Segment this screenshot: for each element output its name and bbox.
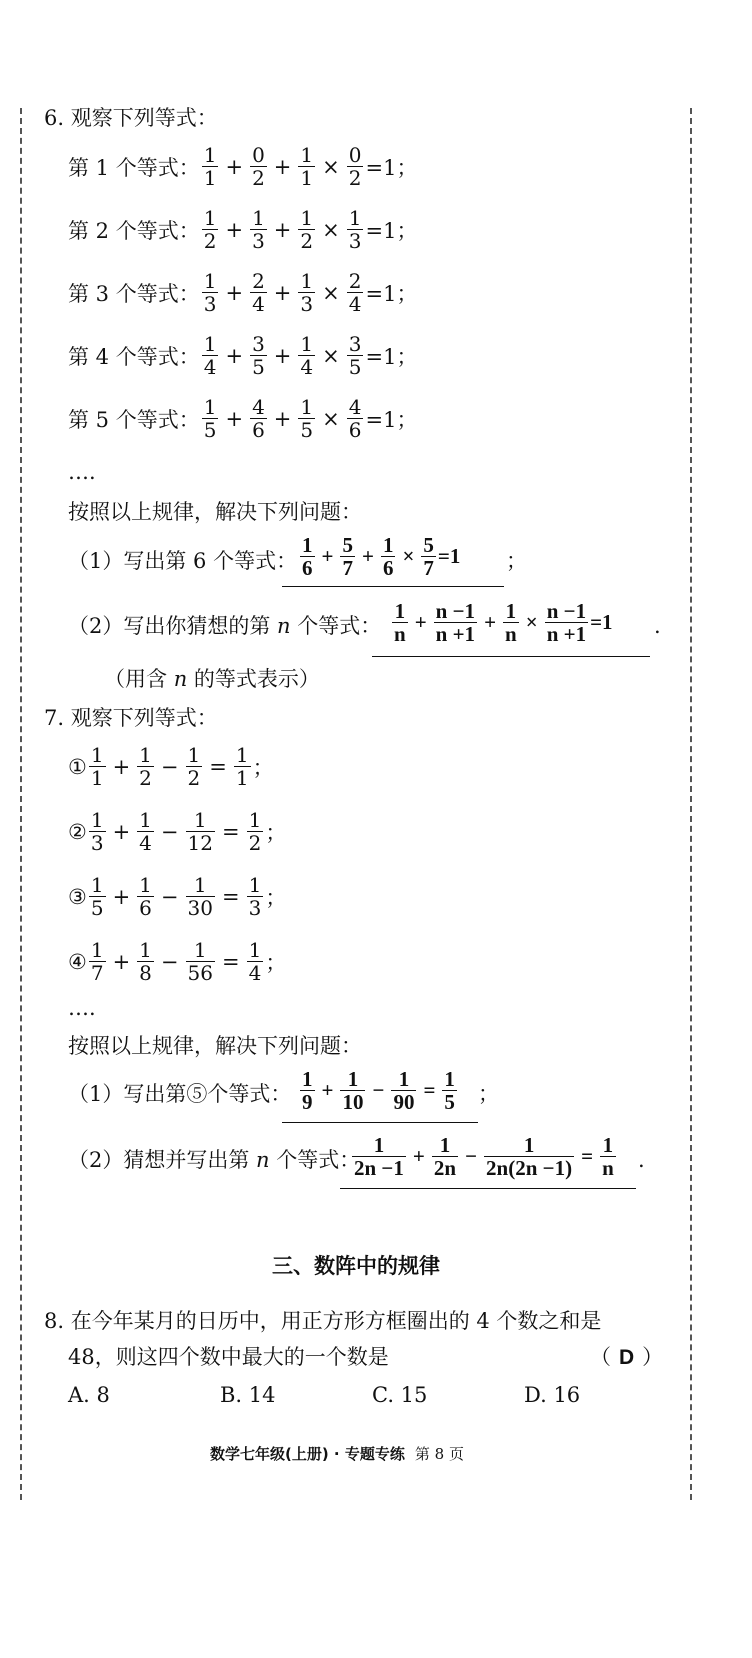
operator: = (221, 949, 240, 974)
fraction-denominator: 5 (300, 418, 314, 442)
operator: = (221, 819, 240, 844)
equation-label: ③ (68, 884, 87, 909)
equation-rhs: =1； (365, 344, 418, 369)
fraction-denominator: 3 (252, 229, 265, 253)
fraction-denominator: 7 (423, 556, 434, 580)
fraction-denominator: 2 (139, 766, 152, 790)
equation-end: ； (252, 755, 274, 780)
equation-label: 第 2 个等式： (68, 218, 200, 243)
fraction-numerator: 1 (248, 938, 262, 962)
fraction-denominator: 2 (248, 831, 262, 855)
fraction (186, 874, 215, 919)
operator: × (322, 343, 340, 368)
q6-note-pre: （用含 (104, 667, 174, 691)
fraction (600, 1134, 616, 1179)
fraction-denominator: n (602, 1156, 614, 1180)
q6-ellipsis: …. (68, 460, 96, 484)
operator: = (581, 1144, 594, 1168)
fraction-denominator: n (505, 622, 517, 646)
fraction (186, 939, 215, 984)
fraction (186, 809, 215, 854)
equation-rhs: =1； (365, 218, 418, 243)
q6-part2-label-pre: （2）写出你猜想的第 (68, 614, 278, 638)
fraction-numerator: 1 (300, 206, 314, 230)
fraction-numerator: n −1 (546, 599, 587, 623)
fraction-numerator: 0 (348, 143, 362, 167)
equation-rhs: =1； (365, 281, 418, 306)
q6-part1-answer (298, 534, 460, 579)
fraction (432, 1134, 458, 1179)
operator: + (225, 217, 244, 242)
fraction-denominator: 10 (342, 1090, 364, 1114)
fraction-denominator: 7 (342, 556, 353, 580)
q6-part2-label (68, 611, 381, 641)
fraction (347, 270, 364, 315)
fraction (137, 874, 154, 919)
fraction-denominator: 2n (433, 1156, 457, 1180)
fraction (186, 744, 203, 789)
q6-note (104, 664, 320, 694)
fraction-denominator: 56 (187, 961, 213, 985)
fraction (298, 333, 315, 378)
q6-equation-line (68, 396, 417, 441)
fraction (298, 144, 315, 189)
fraction-denominator: 4 (203, 355, 217, 379)
operator: = (209, 754, 227, 779)
fraction (347, 333, 364, 378)
q7-equation-line (68, 874, 286, 919)
fraction-numerator: 5 (423, 533, 434, 557)
fraction (247, 809, 264, 854)
operator: + (273, 280, 292, 305)
fraction-numerator: 1 (193, 808, 207, 832)
q7-part2-answer (350, 1134, 618, 1179)
fraction-denominator: 6 (252, 418, 265, 442)
fraction-numerator: 1 (248, 873, 262, 897)
q6-part2-blank (372, 656, 650, 657)
q7-equation-line (68, 809, 286, 854)
equation-end: ； (265, 820, 287, 845)
fraction-denominator: 8 (139, 961, 152, 985)
fraction (298, 396, 315, 441)
fraction-denominator: 1 (203, 166, 217, 190)
fraction-numerator: 1 (347, 1067, 359, 1091)
fraction (347, 207, 364, 252)
fraction (247, 939, 264, 984)
q6-note-var: n (173, 667, 188, 691)
q6-part1-end: ； (506, 549, 527, 573)
fraction-denominator: 2n −1 (354, 1156, 404, 1180)
fraction-numerator: 1 (187, 743, 201, 767)
fraction-numerator: 1 (90, 938, 104, 962)
fraction (434, 600, 477, 645)
footer-page-number: 第 8 页 (414, 1445, 464, 1463)
operator: + (225, 343, 244, 368)
fraction-denominator: 5 (348, 355, 362, 379)
fraction-numerator: 1 (398, 1067, 410, 1091)
fraction-denominator: 3 (348, 229, 362, 253)
q8-option-d: D. 16 (524, 1383, 581, 1407)
fraction (250, 207, 267, 252)
fraction-numerator: 1 (523, 1133, 535, 1157)
operator: + (273, 217, 292, 242)
fraction-denominator: 6 (382, 556, 394, 580)
equation-label: ② (68, 819, 87, 844)
q6-part2-label-post: 个等式： (290, 614, 382, 638)
operator: × (322, 217, 340, 242)
operator: = (221, 884, 240, 909)
fraction (89, 809, 106, 854)
fraction-denominator: 12 (187, 831, 213, 855)
operator: × (322, 154, 340, 179)
q7-part1-end: ； (478, 1082, 499, 1106)
equation-label: 第 1 个等式： (68, 155, 200, 180)
operator: + (412, 1144, 425, 1168)
operator: − (160, 754, 179, 779)
q7-part1-label: （1）写出第⑤个等式： (68, 1082, 292, 1106)
fraction-numerator: 1 (90, 808, 104, 832)
fraction-denominator: 90 (393, 1090, 415, 1114)
fraction-denominator: 3 (300, 292, 314, 316)
q7-ellipsis: …. (68, 996, 96, 1020)
equation-end: ； (265, 950, 287, 975)
fraction-denominator: 7 (90, 961, 104, 985)
fraction (89, 874, 106, 919)
fraction-denominator: 5 (203, 418, 217, 442)
fraction (250, 270, 267, 315)
fraction-numerator: 1 (90, 873, 104, 897)
operator: − (372, 1078, 385, 1102)
fraction-numerator: 1 (139, 743, 152, 767)
fraction-denominator: 4 (300, 355, 314, 379)
operator: + (225, 280, 244, 305)
fraction (202, 144, 219, 189)
operator: + (414, 610, 427, 634)
operator: + (112, 819, 131, 844)
q7-instruction: 按照以上规律，解决下列问题： (68, 1034, 362, 1058)
fraction (137, 809, 154, 854)
fraction-denominator: n (394, 622, 406, 646)
fraction-numerator: 1 (300, 143, 314, 167)
q6-note-post: 的等式表示） (187, 667, 320, 691)
fraction-denominator: 6 (302, 556, 313, 580)
fraction (381, 534, 396, 579)
operator: + (225, 406, 244, 431)
operator: + (112, 949, 131, 974)
q7-part2-label-pre: （2）猜想并写出第 (68, 1148, 257, 1172)
q6-part2-end: . (654, 614, 661, 638)
operator: × (322, 280, 340, 305)
equation-end: ； (265, 885, 287, 910)
fraction-numerator: 1 (90, 743, 104, 767)
equation-rhs: =1 (437, 544, 461, 568)
operator: + (321, 544, 334, 568)
q8-paren-close: ） (642, 1345, 664, 1369)
fraction-denominator: 3 (248, 896, 262, 920)
operator: × (402, 544, 415, 568)
fraction-numerator: 1 (300, 269, 314, 293)
equation-label: 第 5 个等式： (68, 407, 200, 432)
fraction-denominator: 1 (300, 166, 314, 190)
operator: − (160, 884, 179, 909)
q8-option-b: B. 14 (220, 1383, 276, 1407)
fraction-numerator: 1 (348, 206, 362, 230)
fraction-denominator: 5 (252, 355, 265, 379)
equation-label: ① (68, 754, 87, 779)
fraction-numerator: 3 (348, 332, 362, 356)
q7-part1-blank (282, 1122, 478, 1123)
fraction-denominator: 2 (300, 229, 314, 253)
equation-rhs: =1； (365, 407, 418, 432)
fraction (347, 396, 364, 441)
fraction (202, 333, 219, 378)
right-dashed-margin (690, 108, 692, 1500)
q8-stem-line1: 8. 在今年某月的日历中，用正方形方框圈出的 4 个数之和是 (44, 1309, 602, 1333)
fraction-numerator: 1 (602, 1133, 614, 1157)
fraction-denominator: 6 (348, 418, 362, 442)
q6-equation-line (68, 144, 417, 189)
fraction-denominator: 5 (90, 896, 104, 920)
operator: − (160, 949, 179, 974)
equation-label: 第 4 个等式： (68, 344, 200, 369)
fraction (300, 1068, 315, 1113)
fraction-denominator: 1 (90, 766, 104, 790)
fraction-numerator: 1 (444, 1067, 455, 1091)
q7-part2-label (68, 1145, 360, 1175)
fraction-denominator: 2 (187, 766, 201, 790)
fraction-numerator: 2 (348, 269, 362, 293)
fraction-denominator: 3 (90, 831, 104, 855)
fraction (137, 744, 154, 789)
equation-label: 第 3 个等式： (68, 281, 200, 306)
fraction-numerator: 1 (139, 938, 152, 962)
fraction (137, 939, 154, 984)
fraction (234, 744, 251, 789)
fraction-numerator: 1 (439, 1133, 451, 1157)
fraction-numerator: 4 (252, 395, 265, 419)
fraction-denominator: 4 (252, 292, 265, 316)
fraction-numerator: 1 (193, 873, 207, 897)
fraction-numerator: 3 (252, 332, 265, 356)
fraction-denominator: 30 (187, 896, 213, 920)
equation-rhs: =1 (590, 610, 613, 634)
fraction-numerator: 1 (203, 395, 217, 419)
q7-part2-label-post: 个等式： (269, 1148, 361, 1172)
fraction-numerator: 1 (382, 533, 394, 557)
fraction-denominator: 9 (302, 1090, 313, 1114)
q8-paren-open: （ (590, 1345, 611, 1369)
q6-title: 6. 观察下列等式： (44, 106, 218, 130)
operator: + (484, 610, 497, 634)
fraction (298, 270, 315, 315)
q7-part2-var: n (256, 1148, 270, 1172)
fraction (442, 1068, 457, 1113)
fraction-numerator: 1 (373, 1133, 385, 1157)
q6-equation-line (68, 333, 417, 378)
q6-part1-blank (282, 586, 504, 587)
fraction (421, 534, 436, 579)
operator: × (322, 406, 340, 431)
fraction-numerator: 1 (394, 599, 406, 623)
q7-part2-blank (340, 1188, 636, 1189)
fraction-denominator: 4 (139, 831, 152, 855)
operator: × (525, 610, 538, 634)
fraction-denominator: 1 (235, 766, 249, 790)
fraction-denominator: 2 (348, 166, 362, 190)
operator: + (273, 154, 292, 179)
fraction (352, 1134, 406, 1179)
operator: + (225, 154, 244, 179)
fraction-numerator: 1 (139, 808, 152, 832)
fraction-denominator: 5 (444, 1090, 455, 1114)
fraction (89, 744, 106, 789)
fraction (300, 534, 315, 579)
fraction-numerator: 1 (203, 206, 217, 230)
fraction-numerator: 1 (139, 873, 152, 897)
q7-part2-end: . (638, 1148, 645, 1172)
fraction (298, 207, 315, 252)
q7-equation-line (68, 939, 286, 984)
q8-answer: D (619, 1346, 635, 1369)
operator: + (321, 1078, 334, 1102)
fraction-numerator: 0 (252, 143, 265, 167)
q6-equation-line (68, 207, 417, 252)
operator: + (361, 544, 374, 568)
q6-part2-answer (390, 600, 613, 645)
fraction (202, 270, 219, 315)
equation-rhs: =1； (365, 155, 418, 180)
fraction-numerator: 1 (505, 599, 517, 623)
fraction-denominator: 4 (348, 292, 362, 316)
q6-part2-var: n (277, 614, 291, 638)
q7-title: 7. 观察下列等式： (44, 706, 218, 730)
q6-instruction: 按照以上规律，解决下列问题： (68, 500, 362, 524)
q8-stem-line2: 48，则这四个数中最大的一个数是 (68, 1345, 389, 1369)
left-dashed-margin (20, 108, 22, 1500)
operator: − (160, 819, 179, 844)
section-heading: 三、数阵中的规律 (272, 1254, 440, 1278)
fraction (202, 207, 219, 252)
fraction-denominator: 2 (203, 229, 217, 253)
fraction-numerator: 1 (252, 206, 265, 230)
fraction (250, 144, 267, 189)
fraction (250, 396, 267, 441)
q7-equation-line (68, 744, 274, 789)
fraction-numerator: 1 (193, 938, 207, 962)
fraction (340, 1068, 365, 1113)
fraction-numerator: 1 (300, 395, 314, 419)
operator: + (112, 884, 131, 909)
fraction (247, 874, 264, 919)
fraction (347, 144, 364, 189)
fraction-numerator: 1 (235, 743, 249, 767)
fraction-numerator: 1 (203, 143, 217, 167)
operator: = (423, 1078, 436, 1102)
q8-answer-bracket (590, 1342, 663, 1373)
fraction-numerator: 1 (302, 1067, 313, 1091)
fraction-denominator: 4 (248, 961, 262, 985)
page-footer (210, 1443, 464, 1464)
fraction-numerator: n −1 (435, 599, 476, 623)
fraction-denominator: 3 (203, 292, 217, 316)
fraction (250, 333, 267, 378)
fraction (202, 396, 219, 441)
fraction-numerator: 1 (203, 332, 217, 356)
q6-equation-line (68, 270, 417, 315)
fraction (545, 600, 588, 645)
fraction (89, 939, 106, 984)
fraction-denominator: 6 (139, 896, 152, 920)
fraction-denominator: n +1 (546, 622, 587, 646)
fraction (484, 1134, 574, 1179)
operator: + (112, 754, 131, 779)
fraction (392, 600, 408, 645)
fraction-numerator: 2 (252, 269, 265, 293)
fraction-numerator: 5 (342, 533, 353, 557)
fraction (503, 600, 519, 645)
fraction-numerator: 1 (300, 332, 314, 356)
fraction (340, 534, 355, 579)
fraction-denominator: 2n(2n −1) (486, 1156, 573, 1180)
fraction (391, 1068, 416, 1113)
footer-title: 数学七年级(上册) · 专题专练 (210, 1445, 405, 1463)
q6-part1-label: （1）写出第 6 个等式： (68, 549, 298, 573)
operator: + (273, 406, 292, 431)
fraction-numerator: 1 (203, 269, 217, 293)
operator: + (273, 343, 292, 368)
q8-option-c: C. 15 (372, 1383, 428, 1407)
operator: − (465, 1144, 478, 1168)
q7-part1-answer (298, 1068, 459, 1113)
fraction-numerator: 1 (248, 808, 262, 832)
fraction-denominator: n +1 (435, 622, 476, 646)
fraction-numerator: 4 (348, 395, 362, 419)
q8-option-a: A. 8 (68, 1383, 110, 1407)
equation-label: ④ (68, 949, 87, 974)
fraction-denominator: 2 (252, 166, 265, 190)
fraction-numerator: 1 (302, 533, 313, 557)
